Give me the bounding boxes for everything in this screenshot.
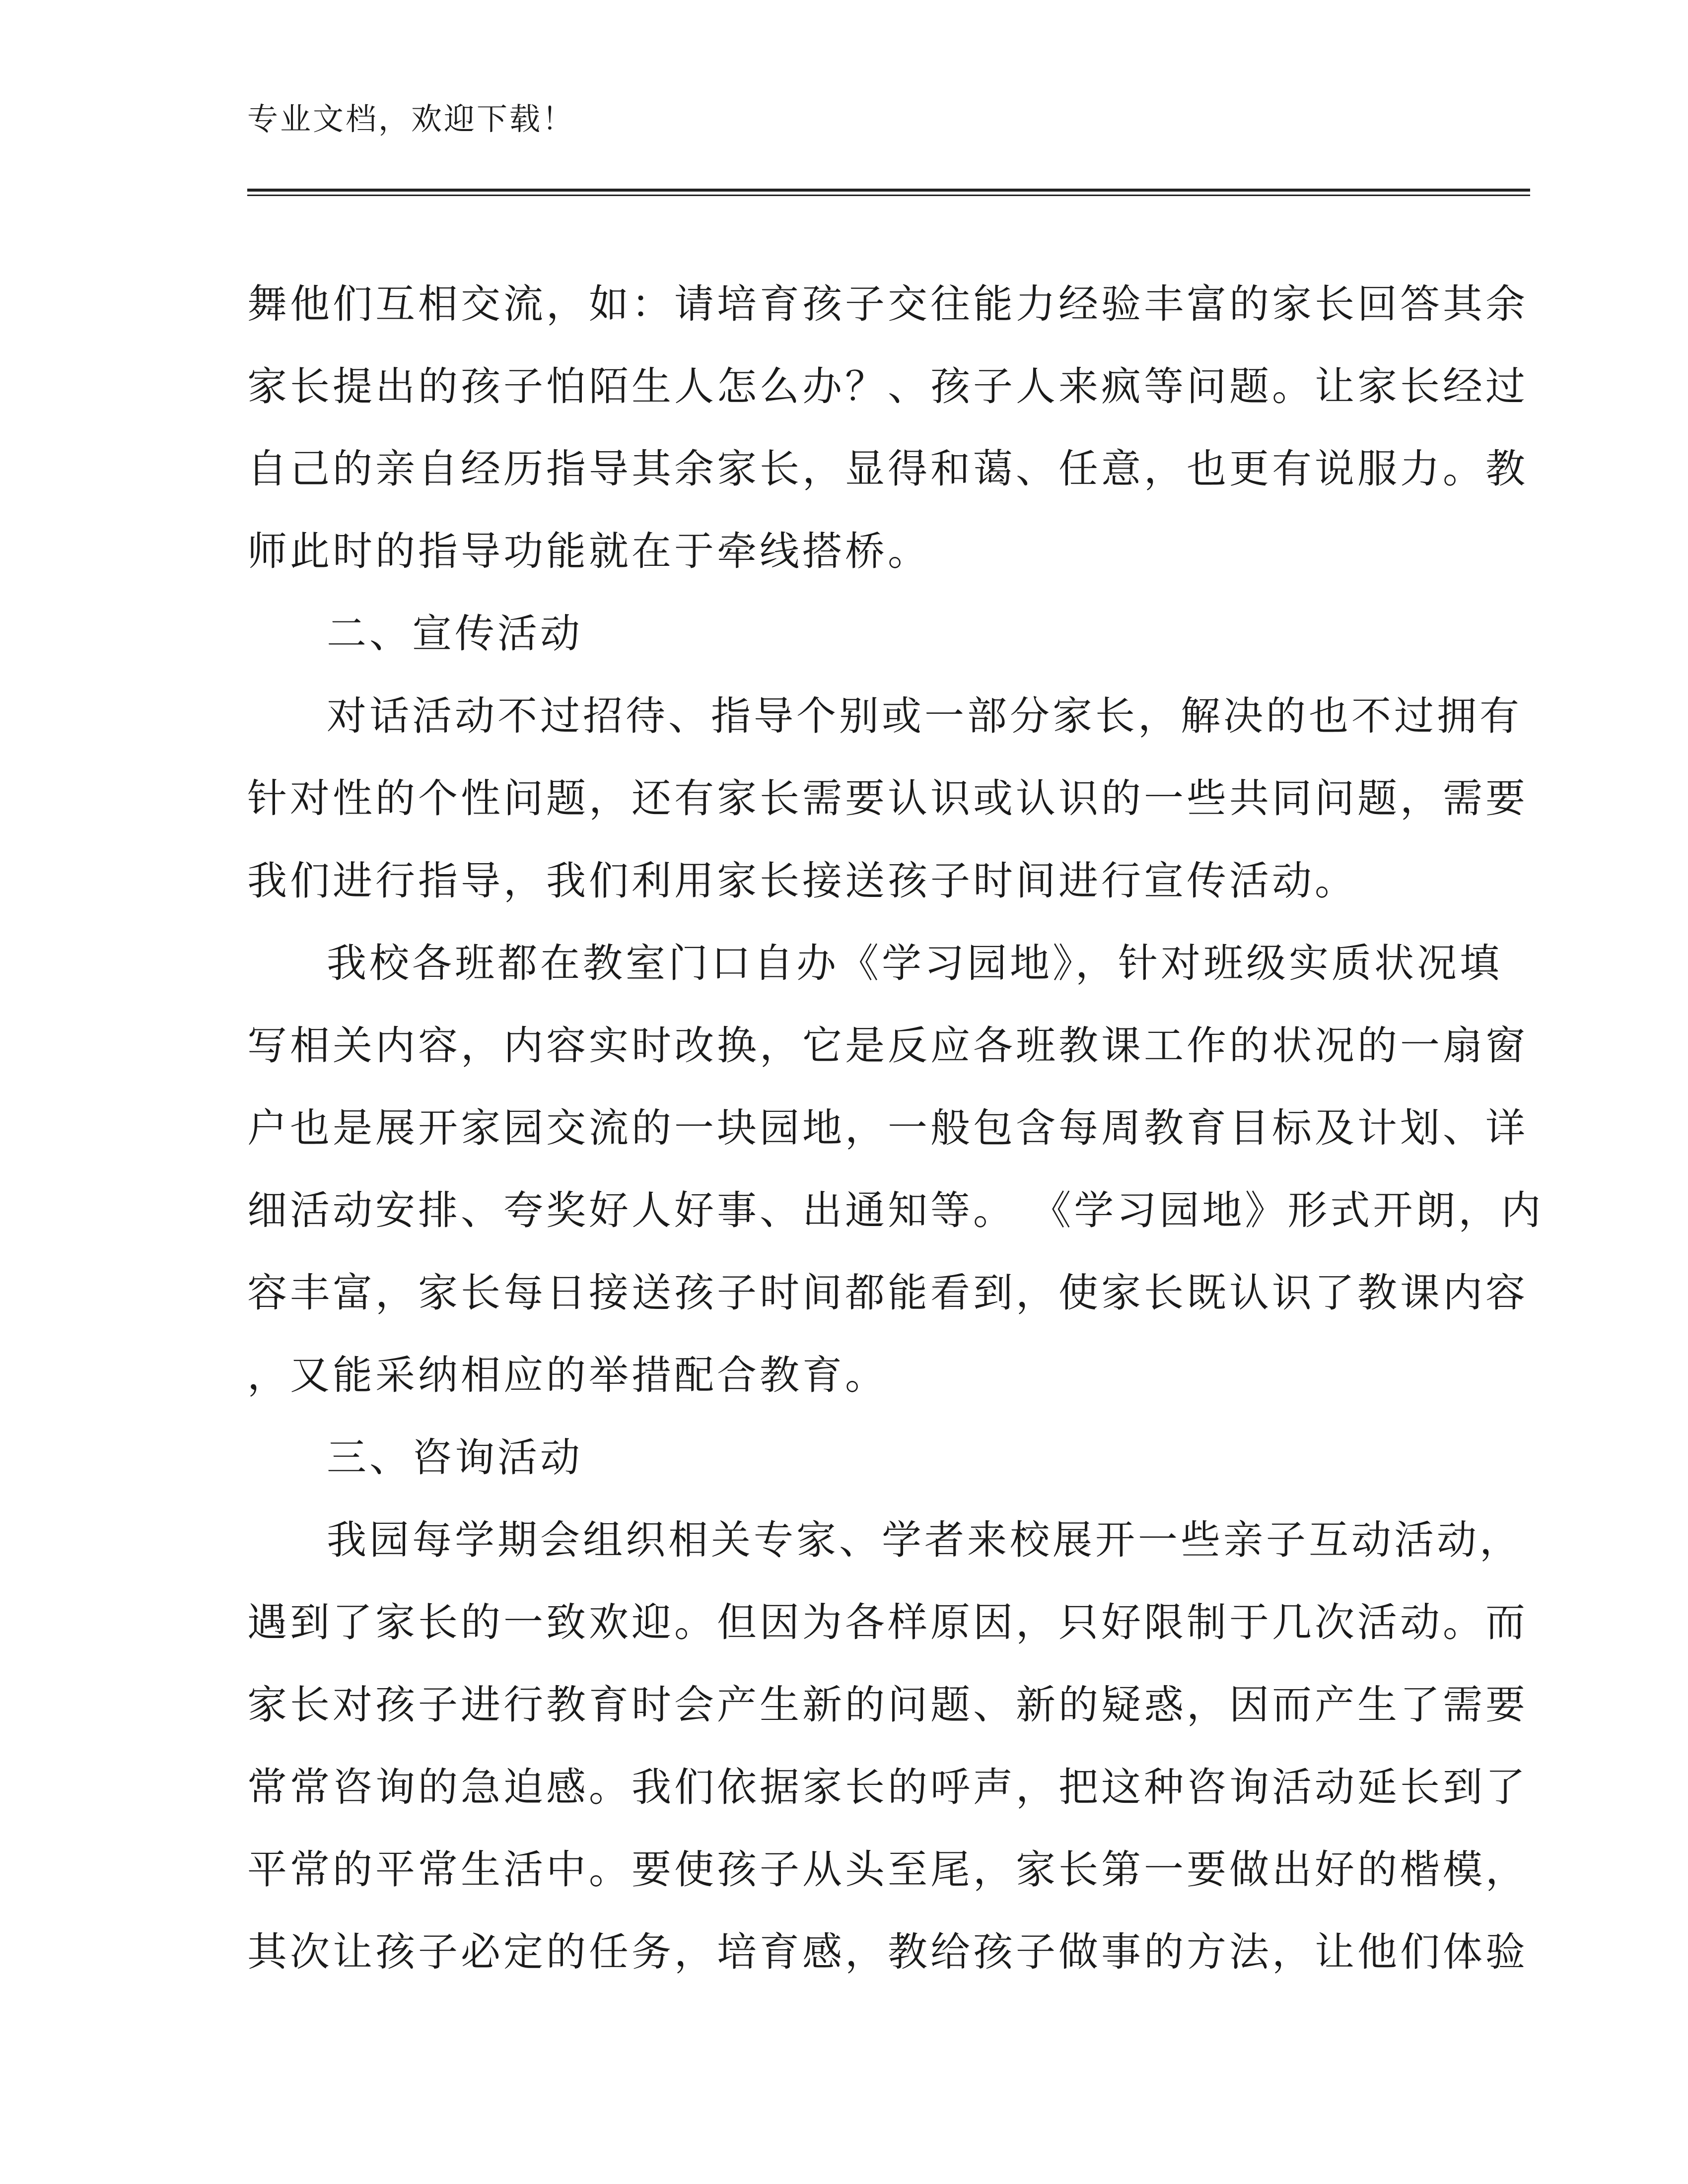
- text-line: 师此时的指导功能就在于牵线搭桥。: [247, 528, 930, 574]
- text-line: 容丰富，家长每日接送孩子时间都能看到，使家长既认识了教课内容: [247, 1270, 1528, 1316]
- text-line: 舞他们互相交流，如：请培育孩子交往能力经验丰富的家长回答其余: [247, 281, 1528, 327]
- text-line: ，又能采纳相应的举措配合教育。: [247, 1352, 888, 1398]
- section-heading: 三、咨询活动: [327, 1434, 583, 1481]
- text-line: 平常的平常生活中。要使孩子从头至尾，家长第一要做出好的楷模，: [247, 1846, 1528, 1893]
- header-rule-thin: [247, 195, 1530, 196]
- text-line: 常常咨询的急迫感。我们依据家长的呼声，把这种咨询活动延长到了: [247, 1764, 1528, 1810]
- text-line: 遇到了家长的一致欢迎。但因为各样原因，只好限制于几次活动。而: [247, 1599, 1528, 1645]
- page-header: 专业文档，欢迎下载！: [247, 101, 575, 137]
- text-line: 户也是展开家园交流的一块园地，一般包含每周教育目标及计划、详: [247, 1105, 1528, 1151]
- text-line: 针对性的个性问题，还有家长需要认识或认识的一些共同问题，需要: [247, 775, 1528, 821]
- section-heading: 二、宣传活动: [327, 611, 583, 657]
- header-rule-thick: [247, 189, 1530, 192]
- text-line: 家长提出的孩子怕陌生人怎么办？、孩子人来疯等问题。让家长经过: [247, 363, 1528, 410]
- text-line: 我校各班都在教室门口自办《学习园地》，针对班级实质状况填: [327, 940, 1502, 986]
- text-line: 自己的亲自经历指导其余家长，显得和蔼、任意，也更有说服力。教: [247, 446, 1528, 492]
- text-line: 其次让孩子必定的任务，培育感，教给孩子做事的方法，让他们体验: [247, 1929, 1528, 1975]
- text-line: 对话活动不过招待、指导个别或一部分家长，解决的也不过拥有: [327, 693, 1522, 739]
- text-line: 写相关内容，内容实时改换，它是反应各班教课工作的状况的一扇窗: [247, 1023, 1528, 1069]
- text-line: 我们进行指导，我们利用家长接送孩子时间进行宣传活动。: [247, 858, 1357, 904]
- document-body: [247, 263, 1544, 1993]
- text-line: 细活动安排、夸奖好人好事、出通知等。 《学习园地》形式开朗，内: [247, 1187, 1544, 1233]
- text-line: 我园每学期会组织相关专家、学者来校展开一些亲子互动活动，: [327, 1517, 1522, 1563]
- text-line: 家长对孩子进行教育时会产生新的问题、新的疑惑，因而产生了需要: [247, 1682, 1528, 1728]
